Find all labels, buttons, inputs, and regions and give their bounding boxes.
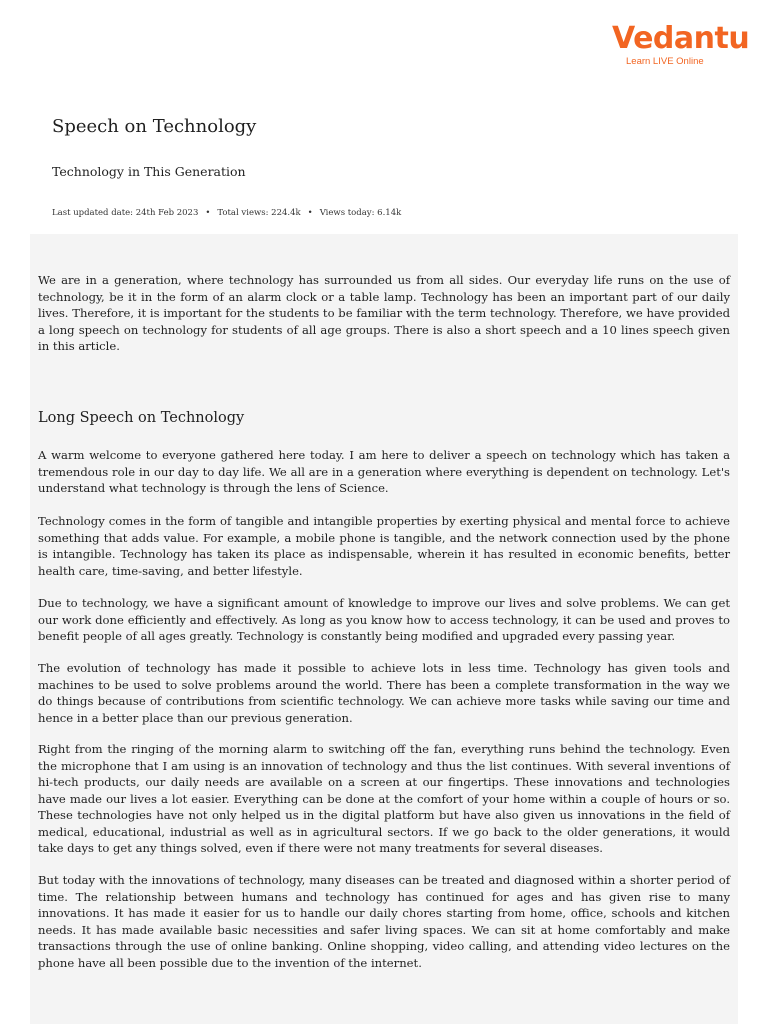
section-heading: Long Speech on Technology — [38, 410, 245, 426]
meta-separator: • — [307, 208, 313, 218]
body-paragraph: Due to technology, we have a significant amount of knowledge to improve our lives and solve problems. We can get our work done efficiently and effectively. As long as you know how to access technology, it can be used and proves to benefit people of all ages greatly. Technology is constantly being modified and upgraded every passing year. — [38, 596, 730, 643]
views-today: Views today: 6.14k — [319, 208, 402, 218]
article-body — [30, 234, 738, 1024]
body-paragraph: Technology comes in the form of tangible and intangible properties by exerting physical and mental force to achieve something that adds value. For example, a mobile phone is tangible, and the network connection used by the phone is intangible. Technology has taken its place as indispensable, wherein it has resulted in economic benefits, better health care, time-saving, and better lifestyle. — [38, 514, 730, 578]
body-paragraph: But today with the innovations of technology, many diseases can be treated and diagnosed within a shorter period of time. The relationship between humans and technology has continued for ages and has given rise to many innovations. It has made it easier for us to handle our daily chores starting from home, office, schools and kitchen needs. It has made available basic necessities and safer living spaces. We can sit at home comfortably and make transactions through the use of online banking. Online shopping, video calling, and attending video lectures on the phone have all been possible due to the invention of the internet. — [38, 873, 730, 970]
article-meta — [52, 208, 401, 218]
meta-separator: • — [205, 208, 211, 218]
body-paragraph: A warm welcome to everyone gathered here today. I am here to deliver a speech on technology which has taken a tremendous role in our day to day life. We all are in a generation where everything is dependent on technology. Let's understand what technology is through the lens of Science. — [38, 448, 730, 495]
body-paragraph: Right from the ringing of the morning alarm to switching off the fan, everything runs behind the technology. Even the microphone that I am using is an innovation of technology and thus the list continues. With several inventions of hi-tech products, our daily needs are available on a screen at our fingertips. These innovations and technologies have made our lives a lot easier. Everything can be done at the comfort of your home within a couple of hours or so. These technologies have not only helped us in the digital platform but have also given us innovations in the field of medical, educational, industrial as well as in agricultural sectors. If we go back to the older generations, it would take days to get any things solved, even if there were not many treatments for several diseases. — [38, 742, 730, 855]
intro-paragraph: We are in a generation, where technology has surrounded us from all sides. Our everyday life runs on the use of technology, be it in the form of an alarm clock or a table lamp. Technology has been an important part of our daily lives. Therefore, it is important for the students to be familiar with the term technology. Therefore, we have provided a long speech on technology for students of all age groups. There is also a short speech and a 10 lines speech given in this article. — [38, 273, 730, 353]
page-title: Speech on Technology — [52, 116, 257, 137]
last-updated-date: Last updated date: 24th Feb 2023 — [52, 208, 199, 218]
total-views: Total views: 224.4k — [217, 208, 301, 218]
page-subtitle: Technology in This Generation — [52, 164, 246, 179]
logo-wordmark: Vedantu — [612, 21, 750, 56]
vedantu-logo[interactable] — [612, 21, 750, 68]
body-paragraph: The evolution of technology has made it possible to achieve lots in less time. Technology has given tools and machines to be used to solve problems around the world. There has been a complete transformation in the way we do things because of contributions from scientific technology. We can achieve more tasks while saving our time and hence in a better place than our previous generation. — [38, 661, 730, 725]
article-header — [38, 88, 730, 234]
logo-tagline: Learn LIVE Online — [626, 56, 704, 67]
